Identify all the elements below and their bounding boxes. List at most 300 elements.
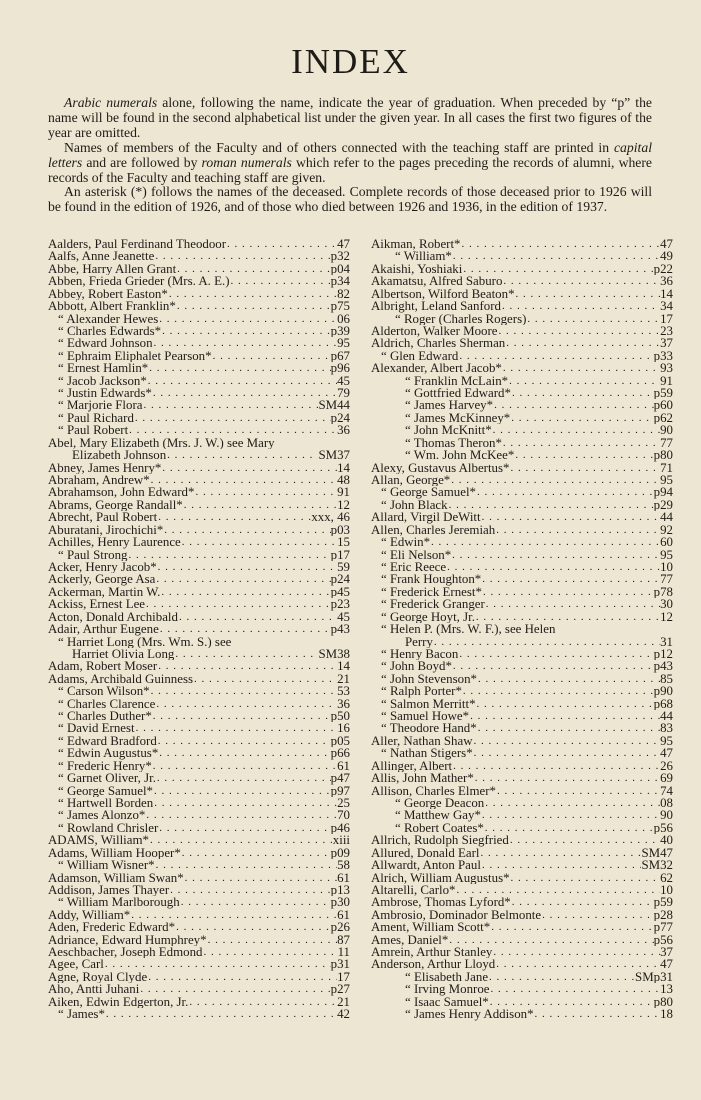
index-entry [48,524,350,536]
entry-reference: 47 [660,238,673,251]
dot-leader [462,685,654,697]
entry-reference: p59 [653,896,673,909]
index-entry [48,300,350,312]
index-entry [48,797,350,809]
index-entry [371,300,673,312]
dot-leader [152,760,337,772]
entry-reference: p94 [653,486,673,499]
dot-leader [509,834,660,846]
index-entry [371,350,673,362]
index-entry [48,958,350,970]
entry-name: “ David Ernest [58,722,135,735]
entry-reference: p23 [330,598,350,611]
entry-name: “ Ralph Porter* [381,685,462,698]
index-entry [371,337,673,349]
entry-name: Aller, Nathan Shaw [371,734,473,748]
entry-reference: 34 [660,300,673,313]
entry-name: Alexy, Gustavus Albertus* [371,461,510,475]
index-entry [48,872,350,884]
entry-reference: p59 [653,387,673,400]
index-entry [371,996,673,1008]
entry-reference: p09 [330,846,350,860]
entry-reference: 11 [337,946,350,959]
dot-leader [476,698,654,710]
dot-leader [473,735,661,747]
entry-reference: 71 [660,461,673,475]
entry-reference: 15 [337,536,350,549]
entry-reference: p67 [330,349,350,363]
index-entry [371,1008,673,1020]
index-entry [48,549,350,561]
index-entry [371,325,673,337]
entry-name: “ George Hoyt, Jr. [381,610,475,624]
entry-name: Akaishi, Yoshiaki [371,262,463,276]
index-entry [371,983,673,995]
dot-leader [476,486,654,498]
intro-paragraph-faculty [48,141,652,186]
entry-reference: 90 [660,424,673,437]
entry-reference: 06 [337,312,350,325]
entry-reference: 95 [337,337,350,350]
index-entry [48,238,350,250]
dot-leader [502,437,660,449]
entry-reference: 95 [660,548,673,561]
dot-leader [178,611,337,623]
entry-name: “ James* [58,1008,105,1021]
entry-name: Ackerman, Martin W. [48,585,161,599]
entry-name: “ Glen Edward [381,349,459,363]
entry-reference: 60 [660,536,673,549]
entry-reference: 36 [660,275,673,288]
entry-name: “ John Stevenson* [381,672,477,686]
entry-name: “ Roger (Charles Rogers) [395,312,527,325]
index-entry [371,685,673,697]
index-entry [48,611,350,623]
index-entry [371,785,673,797]
dot-leader [452,250,660,262]
dot-leader [150,474,337,486]
dot-leader [174,648,318,660]
index-entry [48,536,350,548]
index-entry [371,549,673,561]
entry-name: “ William Wisner* [58,859,155,872]
index-entry [371,238,673,250]
entry-name: Aalders, Paul Ferdinand Theodoor [48,238,227,251]
dot-leader [158,313,337,325]
entry-reference: 45 [337,610,350,624]
dot-leader [156,772,331,784]
entry-name: “ William* [395,250,452,263]
entry-reference: p56 [653,933,673,947]
dot-leader [154,250,330,262]
dot-leader [148,362,330,374]
dot-leader [534,1008,661,1020]
entry-name: “ Isaac Samuel* [405,995,489,1009]
index-entry [48,760,350,772]
dot-leader [450,474,660,486]
index-entry [48,648,350,660]
dot-leader [448,499,654,511]
entry-reference: 40 [660,834,673,847]
entry-name: “ James Harvey* [405,399,494,412]
index-entry [48,685,350,697]
entry-name: “ Charles Edwards* [58,324,162,338]
dot-leader [446,561,660,573]
index-entry [48,623,350,635]
entry-reference: 82 [337,287,350,301]
dot-leader [105,1008,337,1020]
entry-name: “ George Samuel* [58,784,153,797]
index-entry [371,511,673,523]
entry-name: Alexander, Albert Jacob* [371,362,502,375]
index-entry [48,449,350,461]
dot-leader [526,313,660,325]
dot-leader [157,660,337,672]
entry-name: Achilles, Henry Laurence [48,536,181,549]
entry-name: Allard, Virgil DeWitt [371,511,481,524]
entry-reference: 31 [660,635,673,648]
index-entry [371,263,673,275]
entry-name: “ George Samuel* [381,486,476,499]
entry-name: “ Charles Duther* [58,710,152,723]
entry-name: Aikman, Robert* [371,238,461,251]
dot-leader [490,921,653,933]
dot-leader [488,971,635,983]
index-entry [48,660,350,672]
intro-numerals-text: alone, following the name, indicate the year of graduation. When preceded by “p” the name will be found in the second alphabetical list under the given year. In all cases the first two figures of the year are omitted. [48,95,652,140]
index-entry [48,275,350,287]
index-entry [48,785,350,797]
entry-name: Altarelli, Carlo* [371,883,456,897]
index-entry [48,350,350,362]
dot-leader [461,238,661,250]
entry-reference: p90 [653,685,673,698]
index-entry [48,834,350,846]
entry-name: Adair, Arthur Eugene [48,623,159,636]
dot-leader [155,573,330,585]
index-entry [371,934,673,946]
index-entry [48,983,350,995]
dot-leader [451,549,660,561]
dot-leader [152,387,337,399]
entry-reference: p75 [330,300,350,313]
entry-reference: 93 [660,362,673,375]
dot-leader [152,710,331,722]
entry-reference: p26 [330,921,350,934]
index-entry [371,586,673,598]
dot-leader [160,586,330,598]
entry-name: Elizabeth Johnson [72,449,167,462]
index-column-right [371,238,673,1021]
index-entry [371,884,673,896]
entry-name: Ambrose, Thomas Lyford* [371,896,511,909]
index-entry [371,437,673,449]
entry-name: “ Justin Edwards* [58,387,152,400]
entry-reference: 12 [660,610,673,624]
dot-leader [128,424,337,436]
entry-name: “ Paul Richard [58,411,134,425]
entry-name: “ Helen P. (Mrs. W. F.), see Helen [381,623,556,636]
entry-name: “ Samuel Howe* [381,710,470,723]
entry-name: Allwardt, Anton Paul [371,859,481,872]
entry-name: “ Paul Strong [58,548,128,561]
entry-name: “ Marjorie Flora [58,399,143,412]
entry-reference: p56 [653,821,673,835]
index-entry [371,809,673,821]
entry-name: Allured, Donald Earl [371,846,480,860]
entry-reference: SM32 [641,859,673,872]
entry-name: “ Gottfried Edward* [405,387,511,400]
intro-faculty-c: and are followed by [82,154,202,170]
dot-leader [481,859,642,871]
entry-reference: p43 [330,623,350,636]
index-entry [371,673,673,685]
index-entry [48,337,350,349]
entry-name: Adams, William Hooper* [48,846,181,860]
entry-name: Allis, John Mather* [371,772,474,785]
entry-name: Agne, Royal Clyde [48,970,148,984]
index-entry [48,412,350,424]
dot-leader [157,511,311,523]
dot-leader [147,375,337,387]
entry-name: Addy, William* [48,908,131,922]
dot-leader [510,412,653,424]
index-entry [48,698,350,710]
dot-leader [188,996,337,1008]
entry-name: Allan, George* [371,474,451,487]
entry-reference: 14 [337,660,350,673]
entry-reference: 69 [660,772,673,785]
dot-leader [482,586,654,598]
entry-name: Aalfs, Anne Jeanette [48,250,155,263]
entry-reference: p80 [653,449,673,462]
intro-paragraph-asterisk: An asterisk (*) follows the names of the deceased. Complete records of those deceased prior to 1926 will be found in the edition of 1926, and of those who died between 1926 and 1936, in the edition of 1937. [48,184,652,215]
entry-reference: p60 [653,399,673,412]
entry-reference: 44 [660,710,673,723]
entry-reference: 92 [660,523,673,537]
entry-name: Ackerly, George Asa [48,573,156,586]
dot-leader [485,598,660,610]
index-entry [371,909,673,921]
entry-name: “ John Boyd* [381,660,452,673]
entry-reference: 21 [337,672,350,686]
entry-name: Abbott, Albert Franklin* [48,300,176,313]
dot-leader [452,760,660,772]
dot-leader [158,822,330,834]
entry-reference: xiii [332,834,350,847]
index-entry [371,288,673,300]
entry-name: Adam, Robert Moser [48,660,158,673]
dot-leader [502,362,660,374]
entry-name: Abel, Mary Elizabeth (Mrs. J. W.) see Mary [48,436,275,450]
index-entry [371,474,673,486]
dot-leader [473,747,660,759]
dot-leader [481,809,660,821]
entry-reference: 48 [337,474,350,487]
entry-name: “ Franklin McLain* [405,374,509,388]
entry-reference: 17 [660,312,673,325]
entry-reference: 77 [660,436,673,450]
entry-reference: 95 [660,474,673,487]
entry-name: “ William Marlborough [58,896,180,909]
entry-reference: p12 [653,647,673,661]
index-entry [371,313,673,325]
entry-name: “ Harriet Long (Mrs. Wm. S.) see [58,635,232,648]
index-entry [371,735,673,747]
entry-name: Abben, Frieda Grieder (Mrs. A. E.) [48,275,230,288]
dot-leader [458,350,653,362]
index-entry [48,263,350,275]
entry-reference: 61 [337,908,350,922]
dot-leader [458,648,653,660]
index-entry [48,710,350,722]
entry-reference: 90 [660,809,673,822]
dot-leader [492,946,660,958]
index-entry [48,996,350,1008]
index-entry [371,275,673,287]
index-entry [48,884,350,896]
dot-leader [511,896,654,908]
index-entry [371,847,673,859]
entry-reference: p32 [330,250,350,263]
index-entry [371,611,673,623]
dot-leader [181,536,337,548]
index-entry [48,462,350,474]
index-entry [48,387,350,399]
entry-name: Aho, Antti Juhani [48,983,140,996]
entry-name: Abrams, George Randall* [48,498,183,512]
dot-leader [147,971,337,983]
index-entry [48,325,350,337]
index-entry [48,735,350,747]
dot-leader [153,785,331,797]
index-entry [371,896,673,908]
entry-reference: 37 [660,946,673,959]
dot-leader [155,859,338,871]
index-entry [371,822,673,834]
entry-reference: 36 [337,697,350,711]
dot-leader [166,449,318,461]
index-entry [371,660,673,672]
index-entry [48,313,350,325]
entry-name: Acker, Henry Jacob* [48,560,157,574]
entry-name: Ackiss, Ernest Lee [48,598,146,611]
entry-reference: p68 [653,697,673,711]
dot-leader [541,909,654,921]
entry-name: “ Frank Houghton* [381,573,482,586]
entry-reference: 61 [337,871,350,884]
entry-reference: p96 [330,362,350,375]
dot-leader [455,884,660,896]
entry-name: “ Edward Bradford [58,734,157,748]
entry-name: “ Garnet Oliver, Jr. [58,772,156,785]
entry-name: Allen, Charles Jeremiah [371,523,496,537]
entry-name: “ Henry Bacon [381,647,459,661]
entry-reference: 14 [660,287,673,301]
entry-reference: p31 [330,958,350,971]
entry-reference: 70 [337,809,350,822]
entry-reference: 47 [337,238,350,251]
entry-name: Acton, Donald Archibald [48,610,178,624]
entry-reference: 91 [660,374,673,388]
dot-leader [511,387,654,399]
index-entry [48,909,350,921]
index-entry [371,449,673,461]
index-entry [48,921,350,933]
entry-name: “ Rowland Chrisler [58,821,159,835]
entry-reference: 12 [337,498,350,512]
entry-name: “ Edward Johnson [58,337,153,350]
index-entry [371,958,673,970]
entry-reference: p27 [330,983,350,996]
entry-reference: p22 [653,262,673,276]
dot-leader [502,275,660,287]
dot-leader [479,847,641,859]
index-entry [371,424,673,436]
entry-name: Akamatsu, Alfred Saburo [371,275,503,288]
dot-leader [139,983,330,995]
entry-name: “ Alexander Hewes [58,312,159,325]
entry-name: “ Theodore Hand* [381,722,477,735]
entry-reference: 14 [337,461,350,475]
entry-name: “ Hartwell Borden [58,796,154,810]
entry-name: “ Thomas Theron* [405,436,502,450]
dot-leader [194,486,337,498]
dot-leader [130,909,337,921]
dot-leader [176,300,331,312]
entry-name: Abbe, Harry Allen Grant [48,262,177,276]
index-entry [48,474,350,486]
entry-reference: SM47 [641,846,673,860]
entry-name: Ambrosio, Dominador Belmonte [371,908,542,922]
entry-name: Allrich, Rudolph Siegfried [371,834,509,847]
dot-leader [484,822,654,834]
index-entry [48,1008,350,1020]
dot-leader [155,698,337,710]
entry-reference: 77 [660,573,673,586]
entry-reference: SM37 [318,449,350,462]
entry-reference: 53 [337,685,350,698]
index-entry [371,797,673,809]
entry-reference: 23 [660,324,673,338]
dot-leader [448,934,653,946]
entry-name: “ Carson Wilson* [58,685,150,698]
index-entry [48,424,350,436]
entry-reference: p03 [330,523,350,537]
entry-name: Allinger, Albert [371,759,453,773]
entry-reference: p29 [653,498,673,512]
entry-name: Abraham, Andrew* [48,474,150,487]
index-entry [371,872,673,884]
index-entry [371,524,673,536]
entry-name: “ Eli Nelson* [381,548,452,561]
entry-reference: 47 [660,747,673,760]
entry-reference: p47 [330,772,350,785]
entry-reference: p33 [653,349,673,363]
index-entry [371,623,673,635]
entry-reference: 37 [660,337,673,350]
index-entry [48,362,350,374]
dot-leader [505,337,660,349]
entry-reference: 85 [660,672,673,686]
index-entry [48,437,350,449]
dot-leader [474,772,660,784]
index-entry [48,772,350,784]
entry-reference: p34 [330,275,350,288]
entry-name: “ Edwin* [381,536,431,549]
dot-leader [183,499,337,511]
index-entry [371,462,673,474]
